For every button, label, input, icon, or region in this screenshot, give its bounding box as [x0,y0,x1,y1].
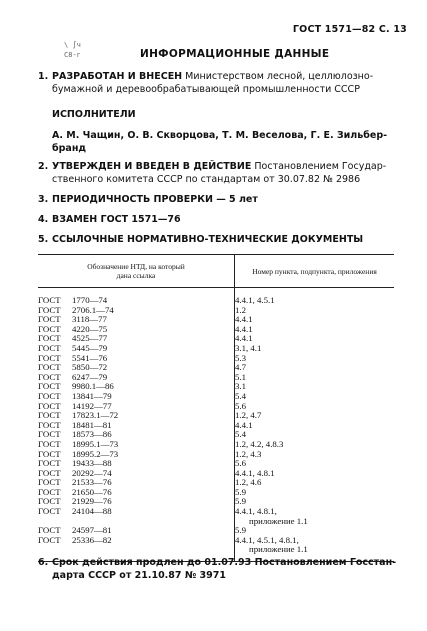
standard-number: 9980.1—86 [72,381,114,392]
designation-cell [38,382,235,392]
clause-ref: 5.1 [235,371,246,382]
designation-cell [38,469,235,479]
section-5 [38,233,363,246]
clause-ref: 1.2, 4.6 [235,477,262,488]
designation-cell [38,507,235,526]
designation-cell [38,334,235,344]
clause-ref: 5.4 [235,390,246,401]
clause-cell [235,363,395,373]
standard-number: 2706.1—74 [72,304,114,315]
designation-cell [38,402,235,412]
designation-cell [38,411,235,421]
section-1-lead: РАЗРАБОТАН И ВНЕСЕН [52,71,183,82]
performers-names: А. М. Чащин, О. В. Скворцова, Т. М. Веселова, Г. Е. Зильбер- [52,130,388,141]
standard-number: 1770—74 [72,295,108,305]
clause-ref: 4.4.1 [235,333,253,344]
section-1-line2: бумажной и деревообрабатывающей промышленности СССР [52,84,360,95]
gost-prefix: ГОСТ [38,448,61,459]
gost-prefix: ГОСТ [38,352,61,363]
section-2 [38,160,398,186]
table-header-clause: Номер пункта, подпункта, приложения [235,255,395,288]
standard-number: 5541—76 [72,352,108,363]
section-2-line2: ственного комитета СССР по стандартам от 30.07.82 № 2986 [52,174,361,185]
section-6 [38,556,398,582]
designation-cell [38,459,235,469]
clause-cell [235,507,395,526]
designation-cell [38,430,235,440]
clause-cell [235,421,395,431]
clause-cell [235,450,395,460]
clause-cell [235,344,395,354]
section-6-number: 6. [38,557,49,568]
section-1 [38,70,398,96]
handwritten-mark-1: \ ∫ч [64,41,81,49]
gost-prefix: ГОСТ [38,410,61,421]
standard-number: 14192—77 [72,400,112,411]
standard-number: 19433—88 [72,458,112,469]
table-header-row [38,255,394,288]
designation-cell [38,488,235,498]
designation-cell [38,478,235,488]
section-4-text: ВЗАМЕН ГОСТ 1571—76 [52,214,181,225]
clause-cell [235,373,395,383]
designation-cell [38,325,235,335]
gost-prefix: ГОСТ [38,381,61,392]
section-1-number: 1. [38,71,49,82]
table-body [38,288,394,562]
page-header: ГОСТ 1571—82 С. 13 [292,24,407,35]
gost-prefix: ГОСТ [38,534,61,545]
standard-number: 21650—76 [72,486,112,497]
performers-label: ИСПОЛНИТЕЛИ [52,109,136,120]
standard-number: 20292—74 [72,467,112,478]
standard-number: 4220—75 [72,323,108,334]
performers-names-cont: бранд [52,143,87,154]
section-2-number: 2. [38,161,49,172]
section-3-number: 3. [38,194,49,205]
handwritten-marks [64,40,81,60]
standard-number: 3118—77 [72,314,107,325]
clause-cell [235,325,395,335]
standard-number: 13841—79 [72,390,112,401]
standard-number: 5850—72 [72,362,108,373]
clause-ref: 4.4.1, 4.5.1 [235,295,275,305]
clause-ref: 4.7 [235,362,246,373]
clause-ref: 3.1 [235,381,246,392]
section-4-number: 4. [38,214,49,225]
gost-prefix: ГОСТ [38,342,61,353]
gost-prefix: ГОСТ [38,362,61,373]
standard-number: 18995.2—73 [72,448,119,459]
clause-ref: 5.3 [235,352,246,363]
standard-number: 18481—81 [72,419,112,430]
page-title: ИНФОРМАЦИОННЫЕ ДАННЫЕ [140,48,330,60]
designation-cell [38,306,235,316]
clause-cell [235,382,395,392]
gost-prefix: ГОСТ [38,400,61,411]
standard-number: 17823.1—72 [72,410,119,421]
gost-prefix: ГОСТ [38,371,61,382]
gost-prefix: ГОСТ [38,458,61,469]
standard-number: 5445—79 [72,342,108,353]
gost-prefix: ГОСТ [38,438,61,449]
standard-number: 24597—81 [72,525,112,536]
clause-cell [235,411,395,421]
section-6-line2: дарта СССР от 21.10.87 № 3971 [52,570,226,581]
clause-ref: 1.2, 4.2, 4.8.3 [235,438,284,449]
section-5-text: ССЫЛОЧНЫЕ НОРМАТИВНО-ТЕХНИЧЕСКИЕ ДОКУМЕНТЫ [52,234,364,245]
designation-cell [38,497,235,507]
section-3-text: ПЕРИОДИЧНОСТЬ ПРОВЕРКИ — 5 лет [52,194,258,205]
clause-cell [235,392,395,402]
clause-ref: 5.9 [235,525,246,536]
gost-prefix: ГОСТ [38,496,61,507]
clause-ref: 4.4.1 [235,323,253,334]
clause-cell [235,315,395,325]
clause-ref: 1.2 [235,304,246,315]
clause-ref: 5.4 [235,429,246,440]
designation-cell [38,526,235,536]
clause-ref: 4.4.1, 4.8.1 [235,467,275,478]
designation-cell [38,288,235,306]
designation-cell [38,392,235,402]
designation-cell [38,363,235,373]
gost-prefix: ГОСТ [38,486,61,497]
handwritten-mark-2: С8-г [64,51,81,59]
standard-number: 6247—79 [72,371,108,382]
table-row [38,507,394,526]
designation-cell [38,440,235,450]
standard-number: 18573—86 [72,429,112,440]
clause-ref: 4.4.1 [235,314,253,325]
standard-number: 18995.1—73 [72,438,119,449]
clause-ref: 1.2, 4.7 [235,410,262,421]
clause-ref: 5.9 [235,496,246,507]
clause-ref: 5.6 [235,400,246,411]
clause-ref: 5.9 [235,486,246,497]
section-4 [38,213,181,226]
gost-prefix: ГОСТ [38,333,61,344]
section-6-text: Срок действия продлен до 01.07.93 Постановлением Госстан- [52,557,397,568]
table-header-designation: Обозначение НТД, на который дана ссылка [38,255,235,288]
clause-ref-cont: приложение 1.1 [249,544,308,555]
designation-cell [38,344,235,354]
standard-number: 25336—82 [72,534,112,545]
clause-ref-cont: приложение 1.1 [249,515,308,526]
clause-ref: 5.6 [235,458,246,469]
gost-prefix: ГОСТ [38,295,61,305]
clause-ref: 4.4.1, 4.5.1, 4.8.1, [235,534,299,545]
clause-ref: 3.1, 4.1 [235,342,262,353]
clause-cell [235,478,395,488]
designation-cell [38,315,235,325]
clause-ref: 4.4.1, 4.8.1, [235,506,277,517]
gost-prefix: ГОСТ [38,525,61,536]
gost-prefix: ГОСТ [38,314,61,325]
clause-cell [235,354,395,364]
section-1-text: Министерством лесной, целлюлозно- [185,71,374,82]
designation-cell [38,421,235,431]
gost-prefix: ГОСТ [38,429,61,440]
standard-number: 24104—88 [72,506,112,517]
designation-cell [38,354,235,364]
performers-list [38,129,398,155]
reference-table [38,254,394,562]
section-2-text: Постановлением Государ- [254,161,387,172]
section-5-number: 5. [38,234,49,245]
gost-prefix: ГОСТ [38,304,61,315]
clause-ref: 1.2, 4.3 [235,448,262,459]
standard-number: 21929—76 [72,496,112,507]
gost-prefix: ГОСТ [38,477,61,488]
gost-prefix: ГОСТ [38,506,61,517]
clause-cell [235,306,395,316]
table-row [38,288,394,306]
clause-cell [235,488,395,498]
gost-prefix: ГОСТ [38,419,61,430]
standard-number: 21533—76 [72,477,112,488]
section-3 [38,193,258,206]
clause-cell [235,288,395,306]
section-2-lead: УТВЕРЖДЕН И ВВЕДЕН В ДЕЙСТВИЕ [52,161,252,172]
designation-cell [38,373,235,383]
standard-number: 4525—77 [72,333,108,344]
gost-prefix: ГОСТ [38,467,61,478]
clause-ref: 4.4.1 [235,419,253,430]
designation-cell [38,450,235,460]
gost-prefix: ГОСТ [38,390,61,401]
gost-prefix: ГОСТ [38,323,61,334]
